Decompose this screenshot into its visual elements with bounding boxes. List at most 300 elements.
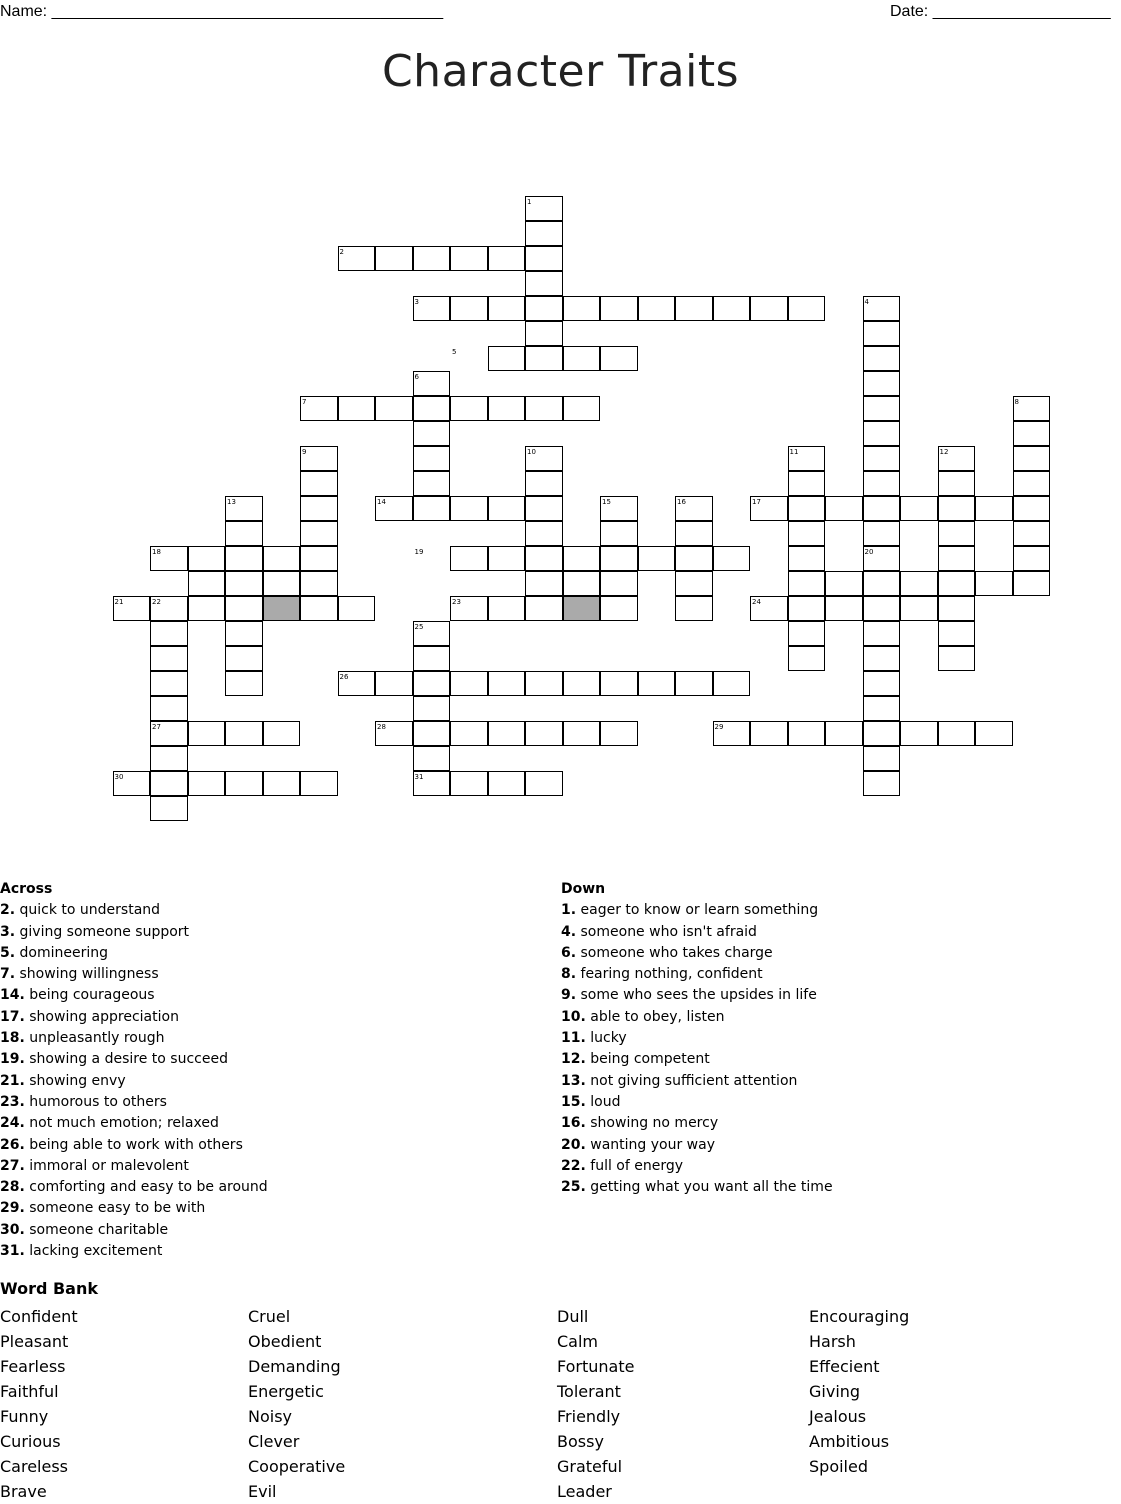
clue-text: getting what you want all the time [585,1179,833,1196]
grid-cell[interactable] [488,296,526,321]
across-clue [0,1092,268,1113]
word-bank-word: Faithful [0,1382,59,1401]
down-clue [561,900,833,921]
grid-cell[interactable] [413,646,451,671]
grid-cell[interactable] [225,546,263,571]
down-clues [561,879,833,1198]
grid-cell[interactable] [150,646,188,671]
grid-cell[interactable] [188,546,226,571]
clue-number: 26. [0,1136,25,1153]
clue-text: being competent [585,1051,710,1068]
grid-cell[interactable] [375,396,413,421]
grid-cell[interactable] [600,296,638,321]
grid-cell[interactable] [300,571,338,596]
word-bank-word: Obedient [248,1332,322,1351]
down-clue [561,922,833,943]
grid-cell[interactable] [938,646,976,671]
grid-cell[interactable] [863,446,901,471]
clue-number: 27. [0,1157,25,1174]
grid-cell[interactable] [863,671,901,696]
clue-number-7: 7 [302,398,307,406]
across-clue [0,985,268,1006]
grid-cell[interactable] [488,546,526,571]
grid-cell[interactable] [413,696,451,721]
grid-cell[interactable] [225,771,263,796]
grid-cell[interactable] [300,496,338,521]
clue-number-1: 1 [527,198,532,206]
grid-cell[interactable] [338,396,376,421]
grid-cell[interactable] [600,596,638,621]
grid-cell[interactable] [675,671,713,696]
grid-cell[interactable] [900,721,938,746]
grid-cell[interactable] [413,421,451,446]
word-bank-word: Funny [0,1407,49,1426]
grid-cell[interactable] [788,546,826,571]
grid-cell[interactable] [825,571,863,596]
grid-cell[interactable] [938,546,976,571]
across-clues [0,879,268,1262]
clue-number-17: 17 [752,498,761,506]
grid-cell[interactable] [150,796,188,821]
grid-cell[interactable] [788,621,826,646]
grid-cell[interactable] [525,771,563,796]
grid-cell[interactable] [263,571,301,596]
across-clue [0,1198,268,1219]
clue-number-9: 9 [302,448,307,456]
grid-cell[interactable] [488,496,526,521]
clue-text: being able to work with others [24,1136,243,1153]
grid-cell[interactable] [263,771,301,796]
grid-cell[interactable] [413,496,451,521]
grid-cell[interactable] [1013,446,1051,471]
down-clue [561,1177,833,1198]
grid-cell[interactable] [225,521,263,546]
grid-cell[interactable] [563,296,601,321]
down-clue [561,1092,833,1113]
grid-cell[interactable] [600,721,638,746]
clue-text: fearing nothing, confident [576,966,763,983]
word-bank-word: Grateful [557,1457,623,1476]
clue-text: humorous to others [24,1093,167,1110]
word-bank-column-4 [809,1304,909,1479]
grid-cell[interactable] [488,671,526,696]
grid-cell[interactable] [638,546,676,571]
word-bank-word: Encouraging [809,1307,910,1326]
grid-cell[interactable] [713,296,751,321]
grid-cell[interactable] [525,471,563,496]
grid-cell[interactable] [788,571,826,596]
grid-cell[interactable] [750,721,788,746]
grid-cell[interactable] [300,546,338,571]
clue-number: 18. [0,1030,25,1047]
grid-cell[interactable] [938,571,976,596]
grid-cell[interactable] [788,521,826,546]
word-bank-word: Noisy [248,1407,293,1426]
grid-cell[interactable] [413,396,451,421]
clue-number-4: 4 [864,298,869,306]
grid-cell[interactable] [675,546,713,571]
clue-text: someone easy to be with [24,1200,206,1217]
clue-number: 4. [561,923,577,940]
grid-cell[interactable] [525,271,563,296]
clue-number-14: 14 [377,498,386,506]
grid-cell[interactable] [225,596,263,621]
down-clue [561,1113,833,1134]
grid-cell[interactable] [675,296,713,321]
down-clue [561,1028,833,1049]
down-heading: Down [561,881,606,897]
clue-number: 29. [0,1200,25,1217]
grid-cell[interactable] [788,471,826,496]
grid-cell[interactable] [413,721,451,746]
grid-cell[interactable] [1013,521,1051,546]
grid-cell[interactable] [525,571,563,596]
grid-cell[interactable] [263,546,301,571]
clue-number: 12. [561,1051,586,1068]
word-bank-word: Calm [557,1332,599,1351]
grid-cell[interactable] [450,496,488,521]
word-bank-word: Friendly [557,1407,621,1426]
grid-cell[interactable] [525,346,563,371]
clue-number-11: 11 [789,448,799,456]
clue-number-29: 29 [714,723,724,731]
clue-number-5: 5 [452,348,457,356]
clue-number-6: 6 [414,373,419,381]
grid-cell[interactable] [300,521,338,546]
clue-number-15: 15 [602,498,611,506]
grid-cell[interactable] [938,521,976,546]
grid-cell[interactable] [488,596,526,621]
grid-cell[interactable] [150,746,188,771]
word-bank-word: Leader [557,1482,612,1501]
grid-cell[interactable] [863,496,901,521]
grid-cell[interactable] [863,471,901,496]
clue-number-30: 30 [114,773,124,781]
grid-cell[interactable] [450,546,488,571]
clue-number-12: 12 [939,448,949,456]
grid-cell[interactable] [150,671,188,696]
grid-cell[interactable] [525,321,563,346]
grid-cell[interactable] [300,471,338,496]
grid-cell[interactable] [525,221,563,246]
grid-cell[interactable] [525,396,563,421]
clue-text: not giving sufficient attention [585,1072,798,1089]
down-clue [561,1156,833,1177]
grid-cell[interactable] [600,346,638,371]
grid-cell[interactable] [863,721,901,746]
grid-cell[interactable] [563,546,601,571]
grid-cell[interactable] [375,671,413,696]
across-clue [0,1113,268,1134]
across-clue [0,1177,268,1198]
word-bank-word: Tolerant [557,1382,621,1401]
clue-number: 17. [0,1008,25,1025]
grid-cell[interactable] [750,296,788,321]
grid-cell[interactable] [863,421,901,446]
grid-cell[interactable] [525,496,563,521]
shaded-cell [263,596,301,621]
grid-cell[interactable] [900,571,938,596]
grid-cell[interactable] [675,596,713,621]
word-bank-word: Evil [248,1482,277,1501]
grid-cell[interactable] [450,246,488,271]
grid-cell[interactable] [863,346,901,371]
clue-text: lucky [585,1030,627,1047]
grid-cell[interactable] [413,671,451,696]
grid-cell[interactable] [450,721,488,746]
clue-text: lacking excitement [24,1243,163,1260]
word-bank-word: Confident [0,1307,78,1326]
clue-number-2: 2 [339,248,344,256]
clue-number-16: 16 [677,498,686,506]
down-clue [561,1071,833,1092]
grid-cell[interactable] [863,621,901,646]
grid-cell[interactable] [825,596,863,621]
grid-cell[interactable] [525,671,563,696]
clue-number: 3. [0,923,16,940]
grid-cell[interactable] [638,296,676,321]
clue-number: 15. [561,1093,586,1110]
across-clue [0,964,268,985]
grid-cell[interactable] [375,246,413,271]
across-clue [0,1049,268,1070]
grid-cell[interactable] [413,446,451,471]
grid-cell[interactable] [938,496,976,521]
word-bank-word: Demanding [248,1357,341,1376]
grid-cell[interactable] [900,596,938,621]
grid-cell[interactable] [225,621,263,646]
clue-number-3: 3 [414,298,419,306]
clue-number: 6. [561,944,577,961]
grid-cell[interactable] [863,371,901,396]
clue-number-10: 10 [527,448,536,456]
grid-cell[interactable] [563,571,601,596]
grid-cell[interactable] [150,621,188,646]
grid-cell[interactable] [1013,496,1051,521]
grid-cell[interactable] [713,671,751,696]
clue-number: 2. [0,902,16,919]
grid-cell[interactable] [1013,571,1051,596]
clue-text: immoral or malevolent [24,1157,189,1174]
across-clue [0,1156,268,1177]
grid-cell[interactable] [938,621,976,646]
grid-cell[interactable] [563,396,601,421]
grid-cell[interactable] [150,696,188,721]
word-bank-word: Clever [248,1432,300,1451]
grid-cell[interactable] [863,746,901,771]
grid-cell[interactable] [525,521,563,546]
grid-cell[interactable] [413,246,451,271]
clue-number-20: 20 [864,548,874,556]
grid-cell[interactable] [1013,546,1051,571]
clue-number-18: 18 [152,548,161,556]
word-bank-word: Fearless [0,1357,66,1376]
down-clue [561,1135,833,1156]
clue-text: someone who takes charge [576,944,773,961]
word-bank-word: Cooperative [248,1457,346,1476]
grid-cell[interactable] [225,721,263,746]
clue-number: 13. [561,1072,586,1089]
across-clue [0,1241,268,1262]
grid-cell[interactable] [863,321,901,346]
across-clue [0,1220,268,1241]
grid-cell[interactable] [600,571,638,596]
grid-cell[interactable] [825,496,863,521]
grid-cell[interactable] [488,771,526,796]
word-bank-word: Jealous [809,1407,867,1426]
grid-cell[interactable] [525,296,563,321]
grid-cell[interactable] [488,721,526,746]
word-bank-word: Ambitious [809,1432,890,1451]
grid-cell[interactable] [788,496,826,521]
grid-cell[interactable] [225,571,263,596]
word-bank-word: Bossy [557,1432,604,1451]
grid-cell[interactable] [300,771,338,796]
grid-cell[interactable] [488,396,526,421]
grid-cell[interactable] [450,671,488,696]
clue-number: 11. [561,1030,586,1047]
word-bank-word: Pleasant [0,1332,69,1351]
clue-number: 28. [0,1179,25,1196]
grid-cell[interactable] [450,396,488,421]
clue-text: full of energy [585,1157,684,1174]
clue-number-21: 21 [114,598,124,606]
clue-number-19: 19 [414,548,424,556]
grid-cell[interactable] [788,296,826,321]
grid-cell[interactable] [188,771,226,796]
grid-cell[interactable] [450,771,488,796]
grid-cell[interactable] [638,671,676,696]
grid-cell[interactable] [863,521,901,546]
clue-number: 25. [561,1179,586,1196]
clue-number-27: 27 [152,723,161,731]
grid-cell[interactable] [713,546,751,571]
clue-text: showing a desire to succeed [24,1051,228,1068]
grid-cell[interactable] [488,246,526,271]
clue-text: not much emotion; relaxed [24,1115,219,1132]
clue-number-26: 26 [339,673,349,681]
grid-cell[interactable] [863,596,901,621]
across-heading: Across [0,881,53,897]
grid-cell[interactable] [1013,421,1051,446]
clue-number: 23. [0,1093,25,1110]
word-bank-word: Curious [0,1432,61,1451]
grid-cell[interactable] [675,571,713,596]
clue-number: 10. [561,1008,586,1025]
clue-number: 5. [0,944,16,961]
clue-number: 8. [561,966,577,983]
clue-text: showing envy [24,1072,126,1089]
clue-text: showing willingness [15,966,159,983]
grid-cell[interactable] [938,596,976,621]
clue-text: some who sees the upsides in life [576,987,817,1004]
grid-cell[interactable] [525,721,563,746]
clue-text: unpleasantly rough [24,1030,165,1047]
clue-number: 7. [0,966,16,983]
grid-cell[interactable] [150,771,188,796]
grid-cell[interactable] [938,471,976,496]
grid-cell[interactable] [975,571,1013,596]
grid-cell[interactable] [788,596,826,621]
grid-cell[interactable] [225,671,263,696]
grid-cell[interactable] [525,596,563,621]
shaded-cell [563,596,601,621]
grid-cell[interactable] [563,671,601,696]
grid-cell[interactable] [863,571,901,596]
grid-cell[interactable] [600,546,638,571]
grid-cell[interactable] [938,721,976,746]
clue-number: 9. [561,987,577,1004]
grid-cell[interactable] [863,696,901,721]
grid-cell[interactable] [600,671,638,696]
grid-cell[interactable] [900,496,938,521]
clue-number: 14. [0,987,25,1004]
grid-cell[interactable] [188,596,226,621]
clue-text: showing no mercy [585,1115,719,1132]
across-clue [0,1135,268,1156]
across-clue [0,1071,268,1092]
word-bank-column-1 [0,1304,78,1504]
grid-cell[interactable] [188,721,226,746]
down-clue [561,985,833,1006]
grid-cell[interactable] [563,721,601,746]
grid-cell[interactable] [488,346,526,371]
grid-cell[interactable] [863,646,901,671]
word-bank-word: Careless [0,1457,69,1476]
grid-cell[interactable] [975,496,1013,521]
grid-cell[interactable] [188,571,226,596]
grid-cell[interactable] [338,596,376,621]
word-bank-word: Energetic [248,1382,324,1401]
clue-text: giving someone support [15,923,190,940]
across-clue [0,1007,268,1028]
grid-cell[interactable] [863,396,901,421]
clue-number-22: 22 [152,598,161,606]
grid-cell[interactable] [788,646,826,671]
grid-cell[interactable] [413,471,451,496]
grid-cell[interactable] [525,546,563,571]
grid-cell[interactable] [300,596,338,621]
grid-cell[interactable] [1013,471,1051,496]
word-bank-word: Harsh [809,1332,856,1351]
word-bank-column-3 [557,1304,634,1504]
grid-cell[interactable] [450,296,488,321]
word-bank-word: Dull [557,1307,589,1326]
across-clue [0,900,268,921]
clue-text: wanting your way [585,1136,715,1153]
grid-cell[interactable] [525,246,563,271]
grid-cell[interactable] [975,721,1013,746]
grid-cell[interactable] [863,771,901,796]
grid-cell[interactable] [413,746,451,771]
clue-number-25: 25 [414,623,424,631]
down-clue [561,1049,833,1070]
grid-cell[interactable] [600,521,638,546]
clue-number: 19. [0,1051,25,1068]
grid-cell[interactable] [563,346,601,371]
clue-text: comforting and easy to be around [24,1179,268,1196]
grid-cell[interactable] [225,646,263,671]
across-clue [0,1028,268,1049]
clue-number-23: 23 [452,598,461,606]
word-bank-word: Fortunate [557,1357,635,1376]
grid-cell[interactable] [263,721,301,746]
grid-cell[interactable] [825,721,863,746]
grid-cell[interactable] [788,721,826,746]
grid-cell[interactable] [675,521,713,546]
word-bank-word: Giving [809,1382,861,1401]
date-field-label: Date: ____________________ [890,3,1111,20]
